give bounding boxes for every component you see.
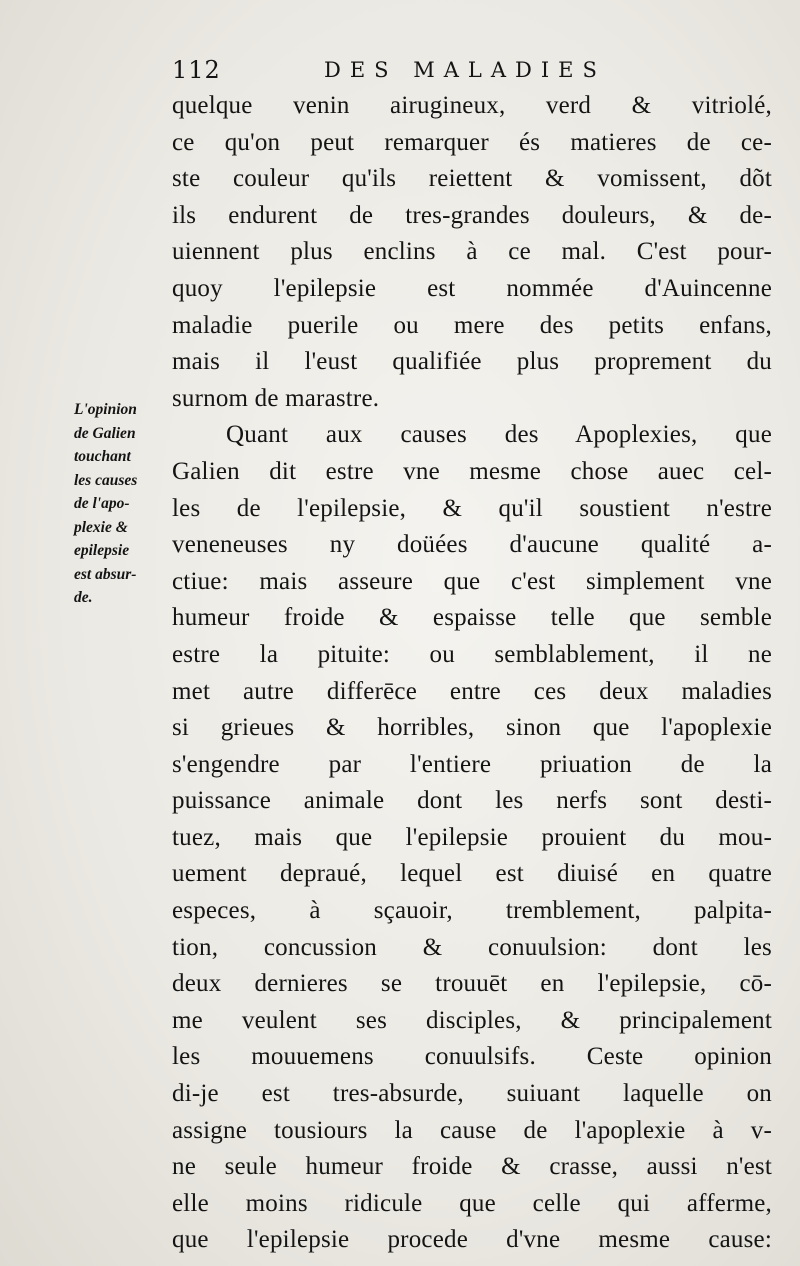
text-line: quelque venin airugineux, verd & vitriolé, (172, 92, 772, 119)
margin-note-line: touchant (74, 448, 131, 465)
text-line: assigne tousiours la cause de l'apoplexie à v- (172, 1116, 772, 1144)
text-line: ne seule humeur froide & crasse, aussi n'est (172, 1153, 772, 1181)
text-line: uiennent plus enclins à ce mal. C'est pour- (172, 238, 772, 266)
margin-note (74, 398, 184, 610)
text-line: especes, à sçauoir, tremblement, palpita- (172, 897, 772, 925)
text-line: elle moins ridicule que celle qui afferme, (172, 1189, 772, 1217)
margin-note-line: de. (74, 589, 93, 606)
text-line: ce qu'on peut remarquer és matieres de ce- (172, 128, 772, 156)
text-line: puissance animale dont les nerfs sont desti- (172, 787, 772, 815)
margin-note-line: de l'apo- (74, 495, 130, 512)
text-line: s'engendre par l'entiere priuation de la (172, 750, 772, 778)
margin-note-line: epilepsie (74, 542, 130, 559)
margin-note-line: plexie & (74, 518, 128, 536)
margin-note-line: de Galien (74, 424, 136, 442)
page-header (172, 56, 772, 92)
body-text (172, 88, 772, 1259)
text-line: ctiue: mais asseure que c'est simplement vne (172, 567, 772, 595)
text-line: me veulent ses disciples, & principalement (172, 1006, 772, 1034)
text-line: Galien dit estre vne mesme chose auec cel- (172, 457, 772, 485)
text-line: si grieues & horribles, sinon que l'apoplexie (172, 714, 772, 742)
text-line: les de l'epilepsie, & qu'il soustient n'estre (172, 494, 772, 522)
text-line: met autre differēce entre ces deux maladies (172, 677, 772, 705)
margin-note-line: est absur- (74, 565, 137, 583)
text-line: quoy l'epilepsie est nommée d'Auincenne (172, 274, 772, 302)
text-line: mais il l'eust qualifiée plus proprement du (172, 348, 772, 376)
running-head: DES MALADIES (324, 58, 606, 82)
text-line: Quant aux causes des Apoplexies, que (226, 421, 772, 449)
text-line: maladie puerile ou mere des petits enfans, (172, 311, 772, 339)
page-number: 112 (172, 56, 221, 84)
text-line: deux dernieres se trouuēt en l'epilepsie, cō- (172, 970, 772, 998)
text-line: estre la pituite: ou semblablement, il ne (172, 640, 772, 668)
margin-note-line: L'opinion (74, 401, 137, 418)
text-line: ils endurent de tres-grandes douleurs, & de- (172, 201, 772, 229)
text-line: surnom de marastre. (172, 384, 380, 412)
margin-note-line: les causes (74, 471, 138, 489)
text-line: tuez, mais que l'epilepsie prouient du mou- (172, 823, 772, 851)
text-line: les mouuemens conuulsifs. Ceste opinion (172, 1043, 772, 1071)
text-line: tion, concussion & conuulsion: dont les (172, 933, 772, 961)
text-line: veneneuses ny doüées d'aucune qualité a- (172, 531, 772, 559)
text-line: humeur froide & espaisse telle que semble (172, 604, 772, 632)
text-line: ste couleur qu'ils reiettent & vomissent, dõt (172, 165, 772, 193)
text-line: que l'epilepsie procede d'vne mesme cause: (172, 1226, 772, 1254)
text-line: uement depraué, lequel est diuisé en quatre (172, 860, 772, 888)
text-line: di-je est tres-absurde, suiuant laquelle on (172, 1080, 772, 1108)
